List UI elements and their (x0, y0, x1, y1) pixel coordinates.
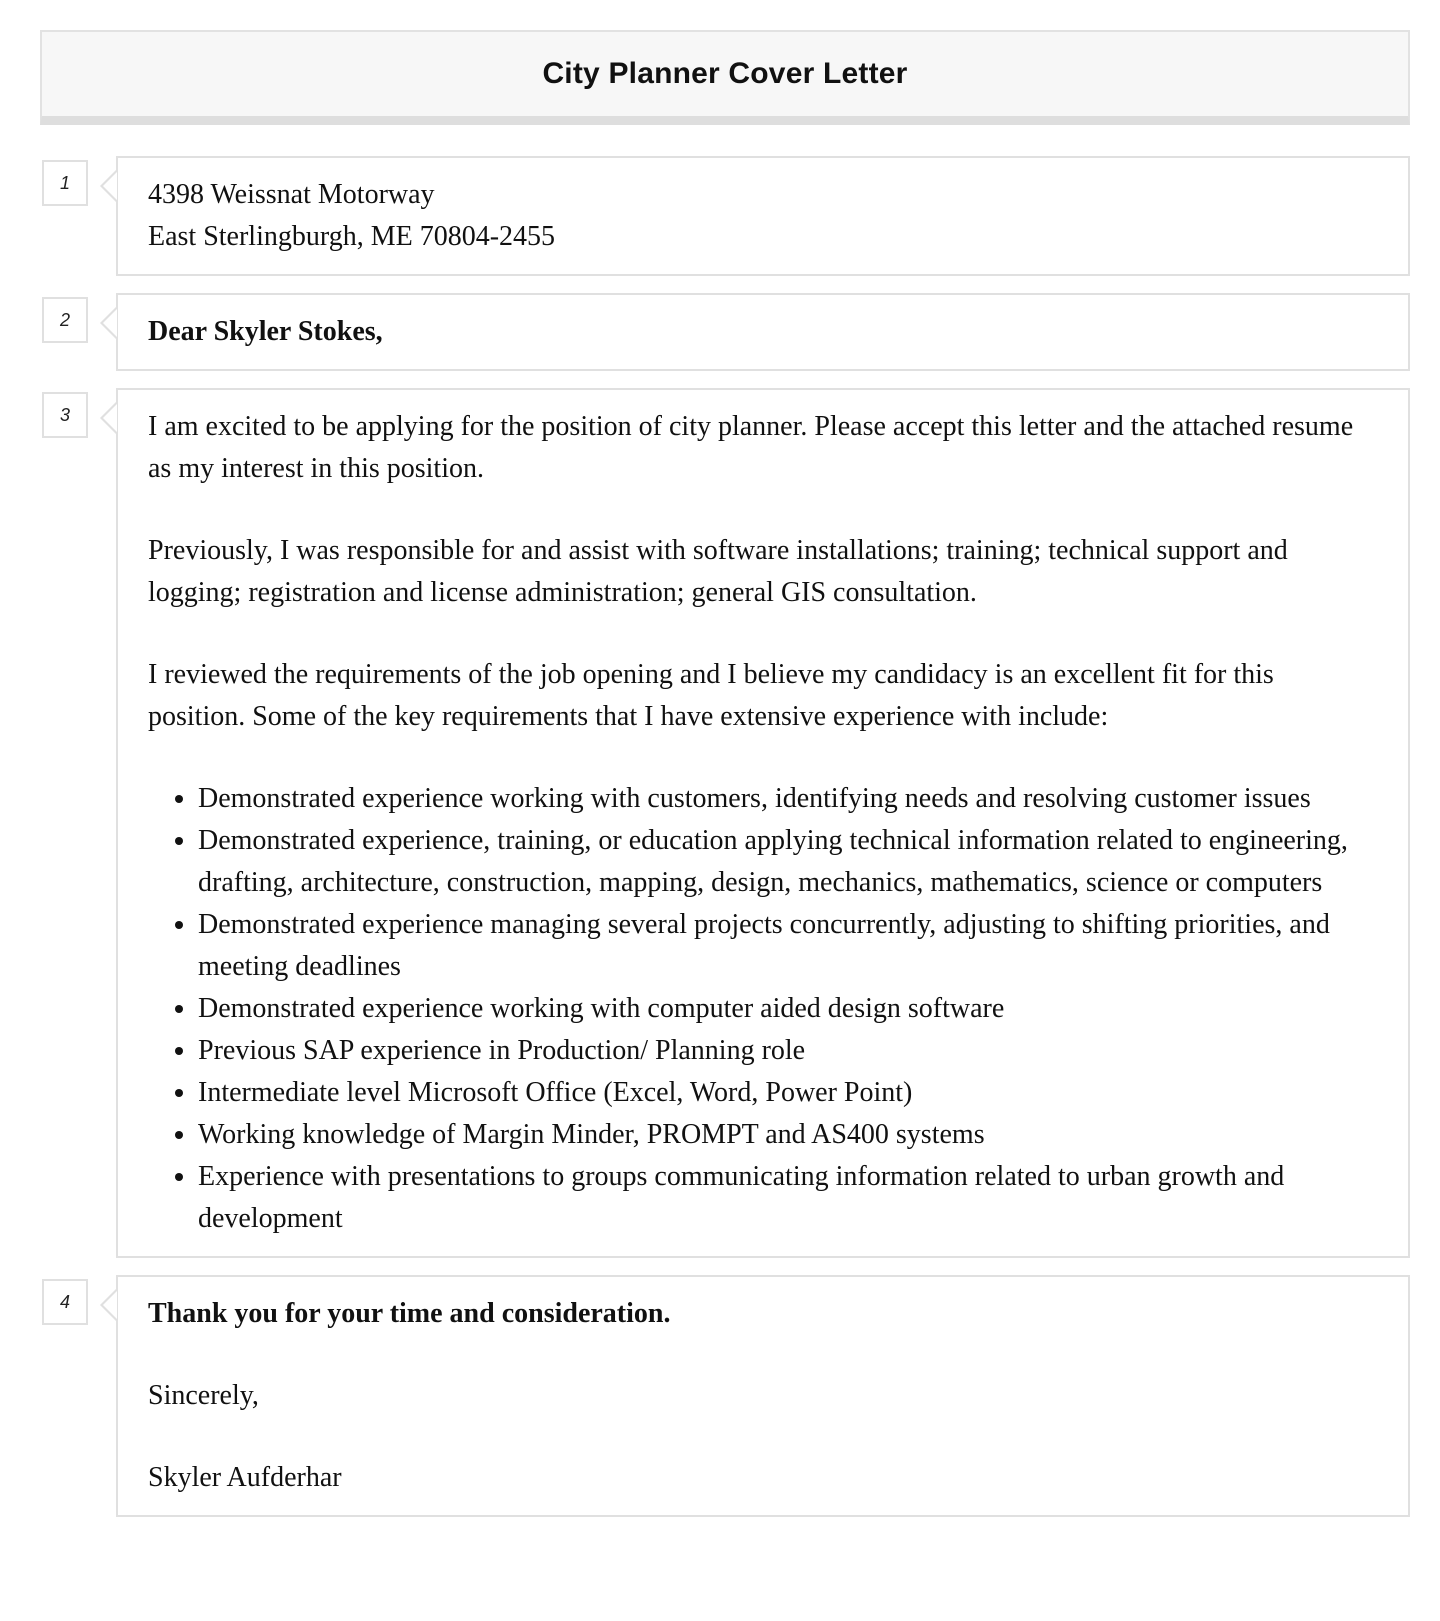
requirement-item: • Previous SAP experience in Production/ Planning role (198, 1030, 1378, 1072)
section-number-badge: 1 (42, 160, 88, 206)
section-greeting (59, 293, 1410, 371)
section-number-badge: 3 (42, 392, 88, 438)
page-title: City Planner Cover Letter (542, 57, 908, 90)
section-body (59, 388, 1410, 1258)
signature-name: Skyler Aufderhar (148, 1462, 342, 1493)
section-pointer-arrow (100, 307, 116, 339)
requirement-item: • Demonstrated experience working with computer aided design software (198, 988, 1378, 1030)
thank-you-line: Thank you for your time and consideration. (148, 1298, 671, 1329)
address-line-1: 4398 Weissnat Motorway (148, 179, 435, 210)
body-paragraph: I am excited to be applying for the position of city planner. Please accept this letter and the attached resume as my interest in this position. (148, 411, 1354, 484)
section-number-badge: 2 (42, 297, 88, 343)
section-pointer-arrow (100, 402, 116, 434)
requirements-list (148, 778, 1378, 1240)
requirement-item: • Intermediate level Microsoft Office (Excel, Word, Power Point) (198, 1072, 1378, 1114)
section-address (59, 156, 1410, 276)
address-line-2: East Sterlingburgh, ME 70804-2455 (148, 221, 556, 252)
requirement-item: • Demonstrated experience working with customers, identifying needs and resolving customer issues (198, 778, 1378, 820)
section-number-badge: 4 (42, 1279, 88, 1325)
closing-salutation: Sincerely, (148, 1380, 259, 1411)
requirement-item: • Experience with presentations to groups communicating information related to urban growth and development (198, 1156, 1378, 1240)
title-bar (40, 30, 1410, 125)
requirement-item: • Demonstrated experience, training, or education applying technical information related to engineering, drafting, architecture, construction, mapping, design, mechanics, mathematics, science or computers (198, 820, 1378, 904)
requirement-item: • Working knowledge of Margin Minder, PROMPT and AS400 systems (198, 1114, 1378, 1156)
cover-letter-page (40, 30, 1410, 1517)
section-pointer-arrow (100, 170, 116, 202)
greeting: Dear Skyler Stokes, (148, 316, 383, 347)
requirement-item: • Demonstrated experience managing several projects concurrently, adjusting to shifting priorities, and meeting deadlines (198, 904, 1378, 988)
body-paragraph: I reviewed the requirements of the job opening and I believe my candidacy is an excellent fit for this position. Some of the key requirements that I have extensive experience with include: (148, 659, 1274, 732)
body-paragraph: Previously, I was responsible for and assist with software installations; training; technical support and logging; registration and license administration; general GIS consultation. (148, 535, 1288, 608)
section-pointer-arrow (100, 1289, 116, 1321)
section-closing (59, 1275, 1410, 1517)
